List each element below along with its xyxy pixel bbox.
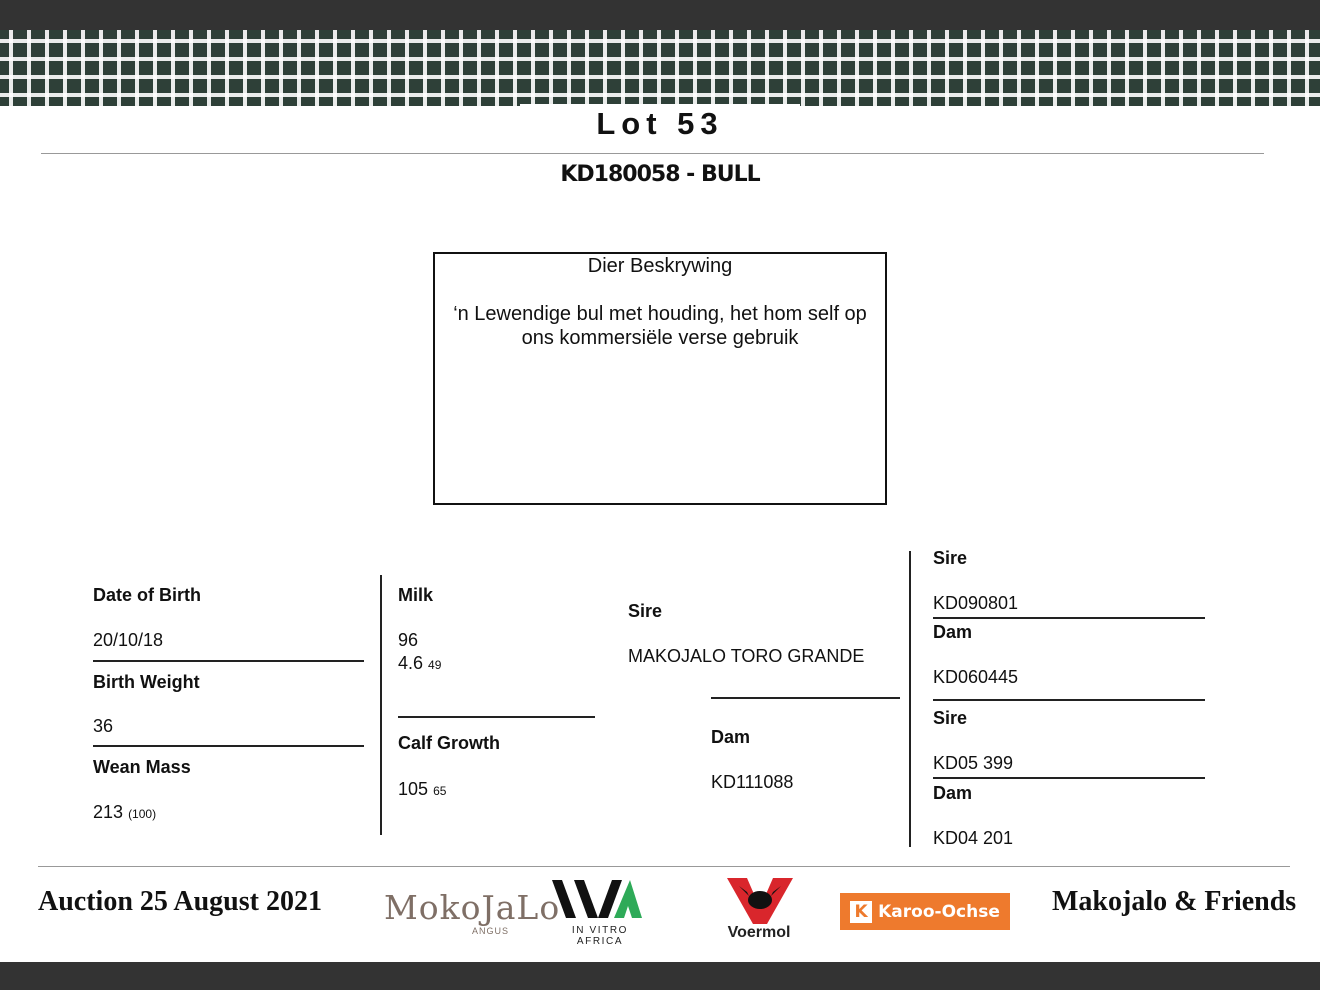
makojalo-logo-sub: ANGUS bbox=[472, 926, 510, 936]
sire-underline bbox=[711, 697, 900, 699]
sire-sire-label: Sire bbox=[933, 548, 968, 568]
milk-value: 96 bbox=[398, 630, 419, 650]
wean-mass-value-row bbox=[93, 802, 156, 823]
description-title: Dier Beskrywing bbox=[587, 255, 733, 277]
dam-dam-id: KD04 201 bbox=[933, 828, 1014, 848]
calf-growth-label: Calf Growth bbox=[398, 733, 500, 753]
footer-divider bbox=[38, 866, 1290, 867]
makojalo-logo: MokoJaLo bbox=[384, 888, 561, 927]
column-divider-2 bbox=[909, 551, 911, 847]
sire-dam-id: KD060445 bbox=[933, 667, 1019, 687]
karoo-logo-text: Karoo-Ochse bbox=[878, 901, 1000, 922]
wean-mass-label: Wean Mass bbox=[93, 757, 191, 777]
voermol-logo-icon bbox=[727, 878, 793, 924]
description-box bbox=[433, 252, 887, 505]
karoo-k-icon: K bbox=[850, 901, 872, 923]
description-text: ‘n Lewendige bul met houding, het hom self op ons kommersiële verse gebruik bbox=[453, 303, 867, 349]
calf-growth-value: 105 bbox=[398, 779, 429, 799]
bottom-dark-bar bbox=[0, 962, 1320, 990]
milk-index: 49 bbox=[428, 658, 442, 672]
header-divider bbox=[41, 153, 1264, 154]
dob-underline bbox=[93, 660, 364, 662]
milk-underline bbox=[398, 716, 595, 718]
birth-weight-value: 36 bbox=[93, 716, 114, 736]
lot-title: Lot 53 bbox=[520, 104, 800, 144]
milk-value2: 4.6 bbox=[398, 653, 424, 673]
milk-label: Milk bbox=[398, 585, 434, 605]
top-dark-bar bbox=[0, 0, 1320, 30]
karoo-ochse-logo bbox=[840, 893, 1010, 930]
header-check-pattern bbox=[0, 30, 1320, 106]
sire-name: MAKOJALO TORO GRANDE bbox=[628, 646, 865, 666]
dam-sire-id: KD05 399 bbox=[933, 753, 1014, 773]
birth-weight-underline bbox=[93, 745, 364, 747]
dam-sire-underline bbox=[933, 777, 1205, 779]
dam-dam-label: Dam bbox=[933, 783, 973, 803]
voermol-logo-text: Voermol bbox=[727, 924, 791, 941]
calf-growth-index: 65 bbox=[433, 784, 447, 798]
dam-id: KD111088 bbox=[711, 772, 794, 792]
date-of-birth-value: 20/10/18 bbox=[93, 630, 164, 650]
birth-weight-label: Birth Weight bbox=[93, 672, 200, 692]
wean-mass-value: 213 bbox=[93, 802, 124, 822]
dam-sire-label: Sire bbox=[933, 708, 968, 728]
column-divider-1 bbox=[380, 575, 382, 835]
sire-label: Sire bbox=[628, 601, 663, 621]
calf-growth-value-row bbox=[398, 779, 446, 800]
sire-dam-underline bbox=[933, 699, 1205, 701]
date-of-birth-label: Date of Birth bbox=[93, 585, 201, 605]
milk-value2-row bbox=[398, 653, 441, 674]
iva-logo-text: IN VITRO AFRICA bbox=[571, 925, 629, 947]
sire-dam-label: Dam bbox=[933, 622, 973, 642]
sire-sire-underline bbox=[933, 617, 1205, 619]
animal-id: KD180058 - BULL bbox=[560, 162, 760, 187]
wean-mass-index: (100) bbox=[128, 807, 157, 821]
makojalo-friends: Makojalo & Friends bbox=[1052, 886, 1297, 917]
dam-label: Dam bbox=[711, 727, 751, 747]
sire-sire-id: KD090801 bbox=[933, 593, 1019, 613]
auction-date: Auction 25 August 2021 bbox=[38, 886, 322, 917]
iva-logo-icon bbox=[552, 878, 648, 924]
